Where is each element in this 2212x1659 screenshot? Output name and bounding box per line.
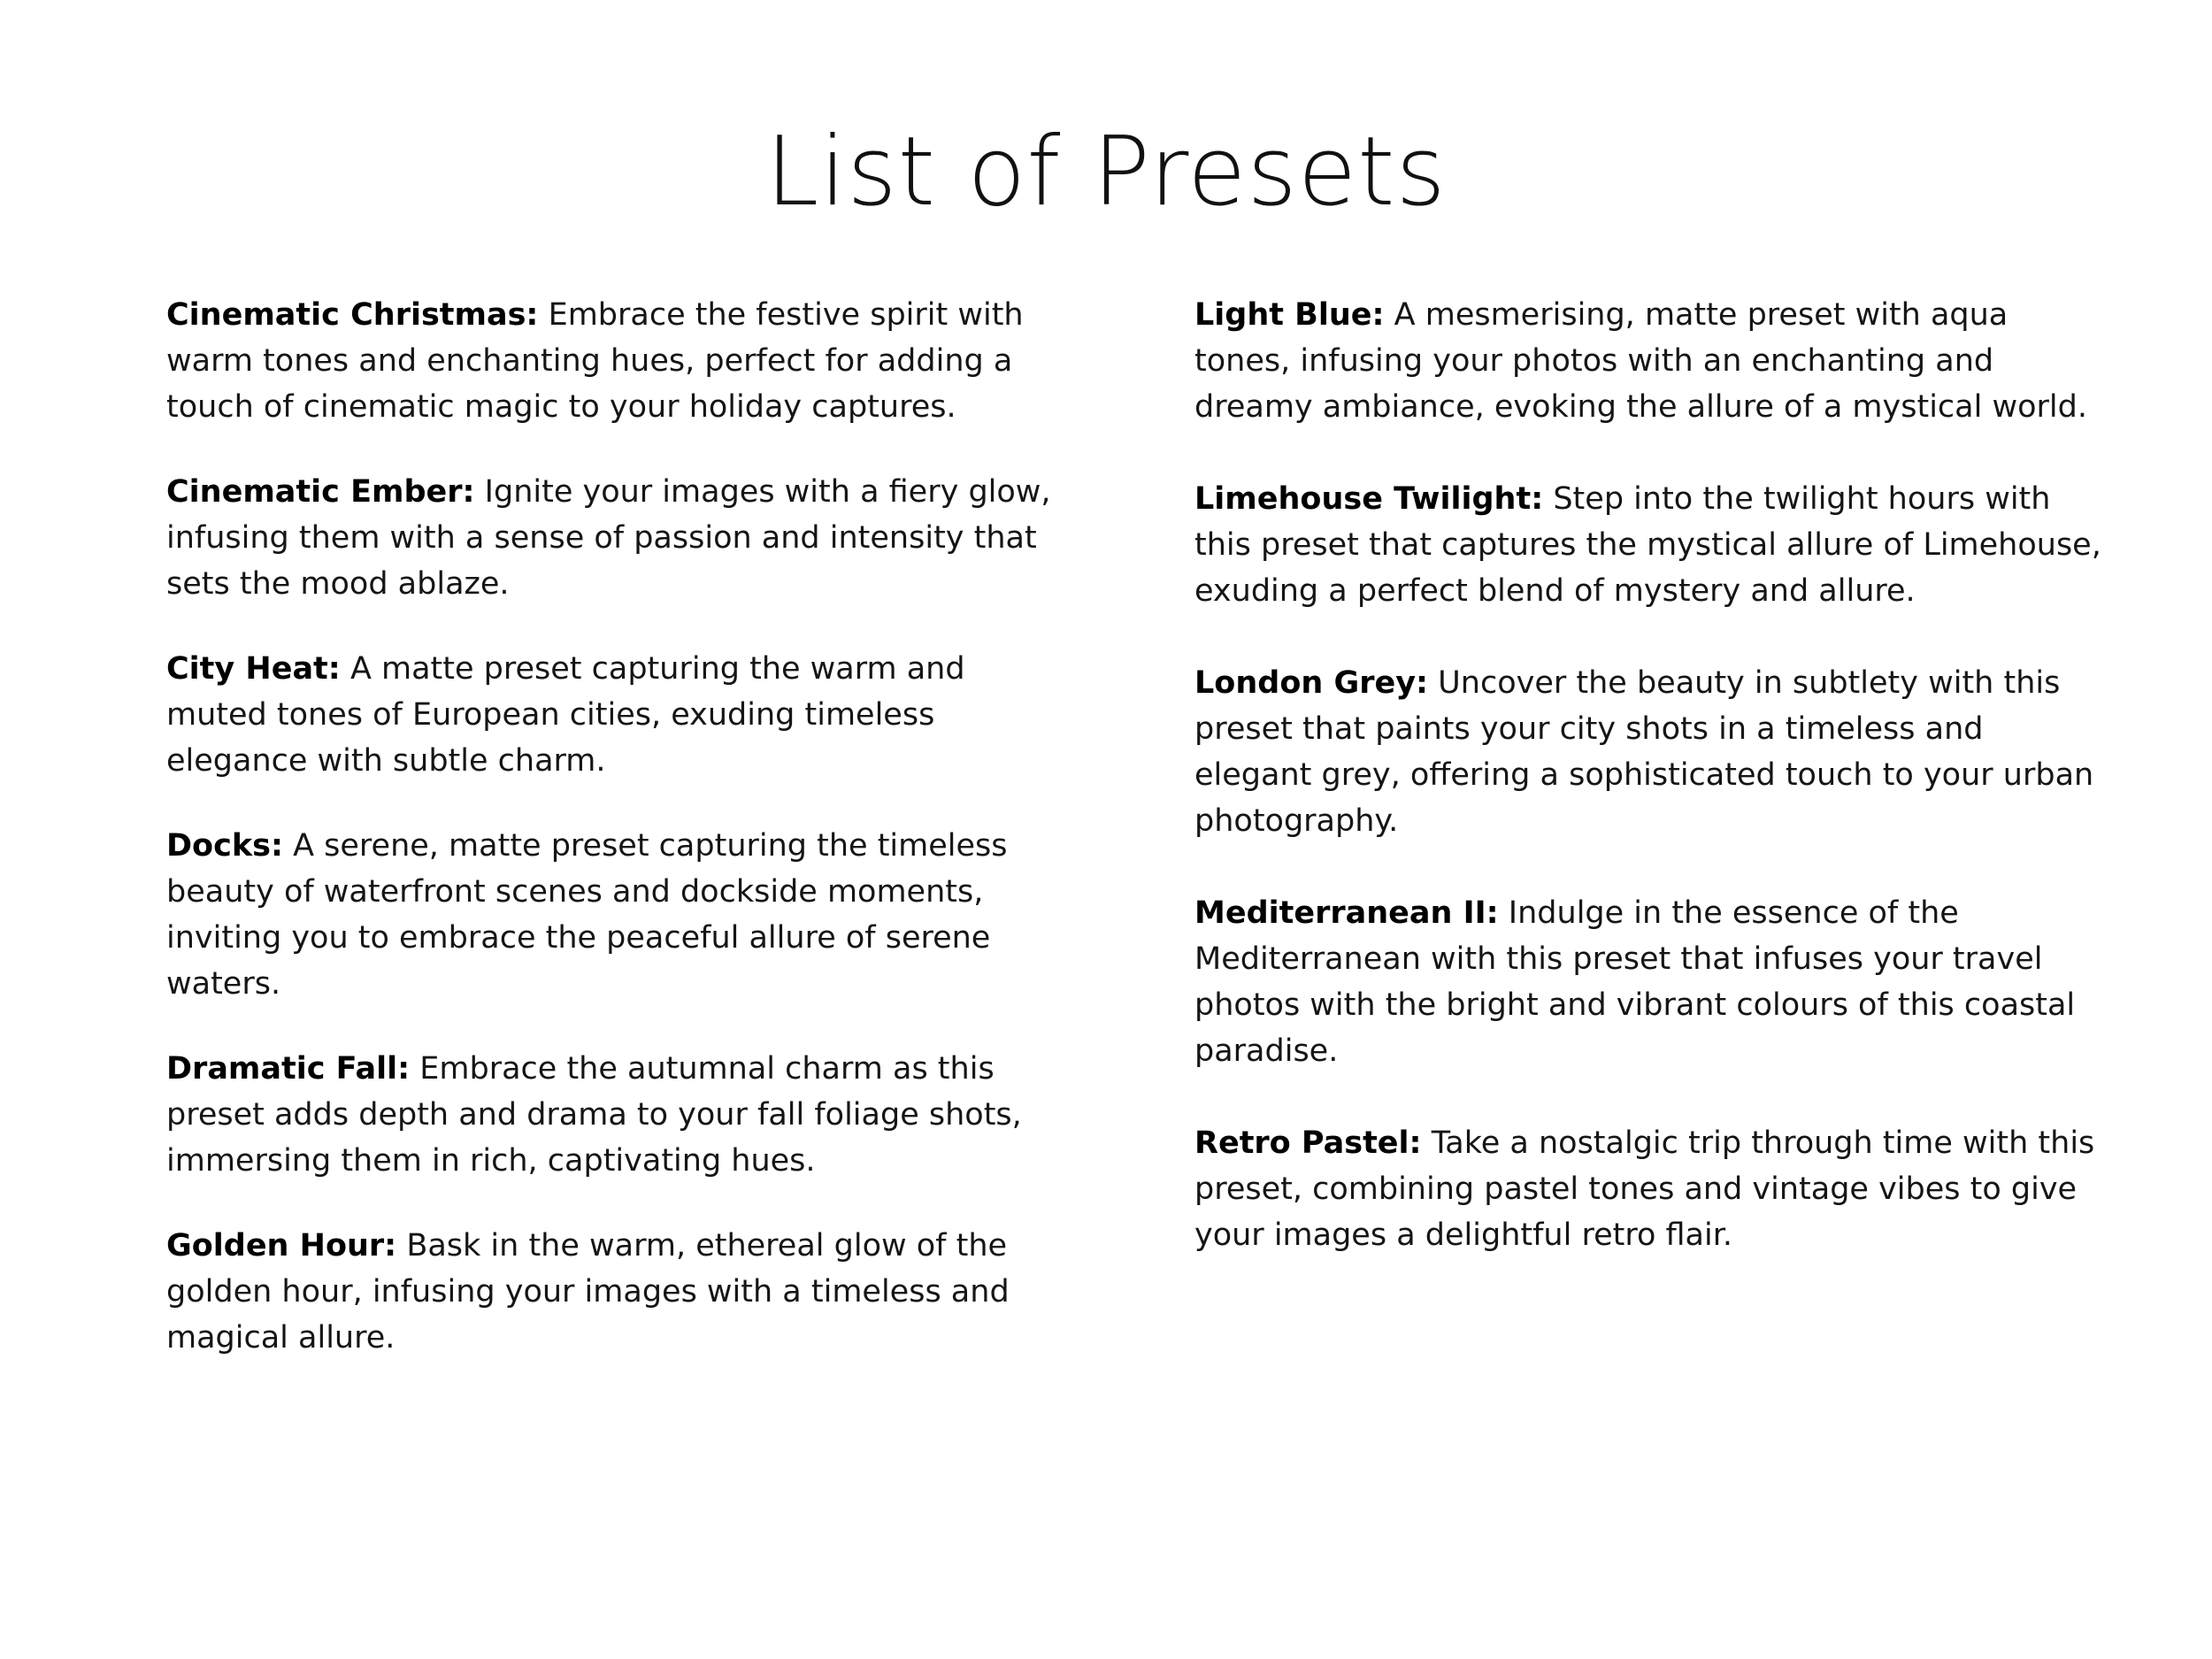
preset-entry-docks [166,823,1069,1007]
preset-entry-light-blue [1194,292,2106,430]
preset-entry-cinematic-christmas [166,292,1069,430]
preset-name: Golden Hour: [166,1228,397,1263]
preset-name: Limehouse Twilight: [1194,481,1544,517]
preset-description: Embrace the festive spirit with warm tones and enchanting hues, perfect for adding a touch of cinematic magic to your holiday captures. [166,297,1024,425]
preset-entry-limehouse-twilight [1194,476,2106,614]
page-title: List of Presets [765,117,1447,227]
preset-name: Docks: [166,828,283,864]
preset-entry-mediterranean-ii [1194,890,2106,1074]
preset-description: Step into the twilight hours with this preset that captures the mystical allure of Limehouse, exuding a perfect blend of mystery and allure. [1194,481,2101,609]
preset-entry-london-grey [1194,660,2106,844]
preset-name: Mediterranean II: [1194,895,1499,931]
preset-description: A mesmerising, matte preset with aqua tones, infusing your photos with an enchanting and dreamy ambiance, evoking the allure of a mystical world. [1194,297,2087,425]
preset-name: Cinematic Ember: [166,474,475,510]
preset-list-left [166,292,1069,1400]
preset-description: Ignite your images with a fiery glow, infusing them with a sense of passion and intensity that sets the mood ablaze. [166,474,1051,602]
preset-entry-city-heat [166,646,1069,784]
preset-name: Dramatic Fall: [166,1051,411,1087]
preset-description: A serene, matte preset capturing the timeless beauty of waterfront scenes and dockside moments, inviting you to embrace the peaceful allure of serene waters. [166,828,1008,1002]
preset-name: Cinematic Christmas: [166,297,539,333]
preset-entry-dramatic-fall [166,1046,1069,1184]
preset-name: Retro Pastel: [1194,1125,1422,1161]
preset-description: Take a nostalgic trip through time with this preset, combining pastel tones and vintage vibes to give your images a delightful retro flair. [1194,1125,2095,1253]
preset-entry-cinematic-ember [166,469,1069,607]
preset-description: A matte preset capturing the warm and muted tones of European cities, exuding timeless elegance with subtle charm. [166,651,965,779]
preset-entry-golden-hour [166,1223,1069,1361]
preset-entry-retro-pastel [1194,1120,2106,1258]
preset-description: Indulge in the essence of the Mediterranean with this preset that infuses your travel photos with the bright and vibrant colours of this coastal paradise. [1194,895,2076,1069]
preset-description: Bask in the warm, ethereal glow of the golden hour, infusing your images with a timeless and magical allure. [166,1228,1010,1356]
preset-description: Uncover the beauty in subtlety with this preset that paints your city shots in a timeless and elegant grey, offering a sophisticated touch to your urban photography. [1194,665,2094,839]
preset-list-right [1194,292,2106,1304]
preset-name: City Heat: [166,651,341,687]
preset-name: Light Blue: [1194,297,1385,333]
preset-description: Embrace the autumnal charm as this preset adds depth and drama to your fall foliage shots, immersing them in rich, captivating hues. [166,1051,1022,1179]
preset-name: London Grey: [1194,665,1429,701]
